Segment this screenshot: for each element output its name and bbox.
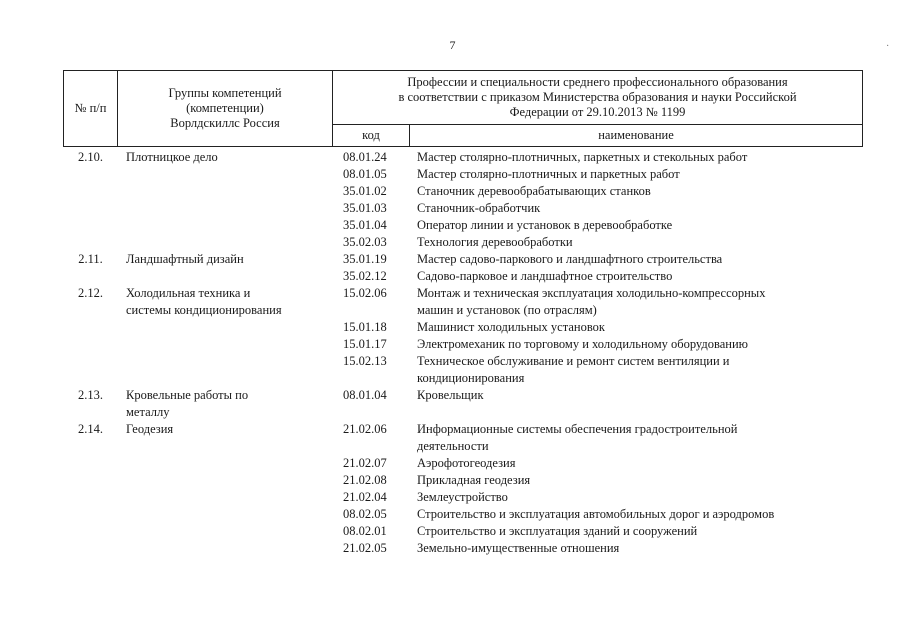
- competence-line: Ландшафтный дизайн: [126, 252, 244, 266]
- profession-row: [334, 421, 863, 455]
- profession-row: [334, 200, 863, 217]
- profession-row: [334, 285, 863, 319]
- profession-name: [412, 421, 863, 455]
- profession-name-line: Мастер садово-паркового и ландшафтного строительства: [417, 252, 723, 266]
- profession-name: [412, 217, 863, 234]
- table-body: [63, 149, 863, 557]
- profession-code: 08.02.05: [343, 507, 387, 521]
- profession-row: [334, 353, 863, 387]
- table-section: [63, 387, 863, 421]
- table-section: [63, 251, 863, 285]
- table-section: [63, 149, 863, 251]
- profession-code: 15.02.13: [343, 354, 387, 368]
- profession-row: [334, 268, 863, 285]
- profession-code: 35.01.02: [343, 184, 387, 198]
- profession-name-line: Садово-парковое и ландшафтное строительство: [417, 269, 673, 283]
- profession-code: 08.02.01: [343, 524, 387, 538]
- profession-name: [412, 540, 863, 557]
- profession-row: [334, 319, 863, 336]
- competence-group: [118, 387, 334, 421]
- profession-name-line: Станочник-обработчик: [417, 201, 541, 215]
- profession-list: [334, 251, 863, 285]
- competence-line: Кровельные работы по: [126, 388, 249, 402]
- table-section: [63, 285, 863, 387]
- profession-row: [334, 540, 863, 557]
- profession-name-line: Технология деревообработки: [417, 235, 573, 249]
- scan-mark: ·: [886, 41, 890, 52]
- competence-group: [118, 251, 334, 268]
- section-number: 2.11.: [78, 252, 103, 266]
- profession-code: 21.02.08: [343, 473, 387, 487]
- header-name-cell: [409, 124, 863, 147]
- profession-row: [334, 472, 863, 489]
- table-section: [63, 421, 863, 557]
- header-name-label: наименование: [598, 128, 674, 142]
- profession-name: [412, 183, 863, 200]
- profession-name-line: Землеустройство: [417, 490, 508, 504]
- profession-code: 35.01.19: [343, 252, 387, 266]
- profession-list: [334, 387, 863, 404]
- profession-name-line: Строительство и эксплуатация зданий и сооружений: [417, 524, 698, 538]
- profession-name-line: Станочник деревообрабатывающих станков: [417, 184, 651, 198]
- profession-name-line: Кровельщик: [417, 388, 484, 402]
- profession-name: [412, 455, 863, 472]
- profession-code: 15.01.18: [343, 320, 387, 334]
- profession-name: [412, 353, 863, 387]
- profession-name-line: Техническое обслуживание и ремонт систем вентиляции и: [417, 354, 730, 368]
- profession-code: 08.01.05: [343, 167, 387, 181]
- competence-line: Геодезия: [126, 422, 174, 436]
- competence-line: Холодильная техника и: [126, 286, 251, 300]
- profession-name: [412, 234, 863, 251]
- competence-line: Плотницкое дело: [126, 150, 218, 164]
- profession-name-line: Прикладная геодезия: [417, 473, 531, 487]
- profession-row: [334, 506, 863, 523]
- profession-code: 35.02.12: [343, 269, 387, 283]
- profession-code: 21.02.07: [343, 456, 387, 470]
- profession-name-line: Мастер столярно-плотничных, паркетных и стекольных работ: [417, 150, 748, 164]
- profession-name: [412, 166, 863, 183]
- profession-name: [412, 149, 863, 166]
- profession-row: [334, 251, 863, 268]
- profession-name-line: кондиционирования: [417, 371, 525, 385]
- header-num-label: № п/п: [74, 101, 107, 115]
- profession-list: [334, 149, 863, 251]
- profession-row: [334, 217, 863, 234]
- profession-row: [334, 387, 863, 404]
- competence-line: металлу: [126, 405, 170, 419]
- profession-name-line: Машинист холодильных установок: [417, 320, 605, 334]
- profession-name: [412, 506, 863, 523]
- header-group-line: Группы компетенций: [168, 86, 282, 100]
- header-num-cell: [63, 70, 118, 147]
- header-professions-cell: [332, 70, 863, 125]
- header-code-cell: [332, 124, 410, 147]
- profession-code: 15.01.17: [343, 337, 387, 351]
- profession-code: 35.02.03: [343, 235, 387, 249]
- profession-name: [412, 336, 863, 353]
- profession-row: [334, 166, 863, 183]
- profession-name: [412, 268, 863, 285]
- profession-row: [334, 523, 863, 540]
- profession-row: [334, 234, 863, 251]
- profession-code: 35.01.04: [343, 218, 387, 232]
- competence-line: системы кондиционирования: [126, 303, 282, 317]
- header-prof-line: Федерации от 29.10.2013 № 1199: [509, 105, 686, 119]
- profession-row: [334, 336, 863, 353]
- profession-name-line: Земельно-имущественные отношения: [417, 541, 620, 555]
- profession-name-line: деятельности: [417, 439, 489, 453]
- profession-code: 08.01.24: [343, 150, 387, 164]
- profession-list: [334, 285, 863, 387]
- section-number: 2.12.: [78, 286, 103, 300]
- profession-name: [412, 523, 863, 540]
- profession-row: [334, 455, 863, 472]
- section-number: 2.13.: [78, 388, 103, 402]
- page-number: 7: [449, 38, 456, 52]
- profession-name: [412, 251, 863, 268]
- competence-group: [118, 285, 334, 319]
- profession-code: 08.01.04: [343, 388, 387, 402]
- profession-name-line: Аэрофотогеодезия: [417, 456, 516, 470]
- header-group-line: (компетенции): [186, 101, 264, 115]
- profession-name: [412, 319, 863, 336]
- competence-group: [118, 421, 334, 438]
- header-prof-line: Профессии и специальности среднего профессионального образования: [407, 75, 788, 89]
- profession-row: [334, 149, 863, 166]
- profession-name-line: Электромеханик по торговому и холодильному оборудованию: [417, 337, 748, 351]
- profession-name: [412, 387, 863, 404]
- profession-row: [334, 183, 863, 200]
- profession-code: 15.02.06: [343, 286, 387, 300]
- competence-group: [118, 149, 334, 166]
- profession-code: 21.02.05: [343, 541, 387, 555]
- profession-list: [334, 421, 863, 557]
- profession-name-line: Строительство и эксплуатация автомобильных дорог и аэродромов: [417, 507, 775, 521]
- profession-code: 21.02.06: [343, 422, 387, 436]
- profession-name: [412, 285, 863, 319]
- profession-code: 21.02.04: [343, 490, 387, 504]
- section-number: 2.10.: [78, 150, 103, 164]
- profession-name-line: машин и установок (по отраслям): [417, 303, 597, 317]
- header-group-cell: [117, 70, 333, 147]
- profession-name: [412, 489, 863, 506]
- section-number: 2.14.: [78, 422, 103, 436]
- header-group-line: Ворлдскиллс Россия: [170, 116, 280, 130]
- profession-name-line: Мастер столярно-плотничных и паркетных работ: [417, 167, 680, 181]
- profession-name-line: Информационные системы обеспечения градостроительной: [417, 422, 738, 436]
- profession-name: [412, 200, 863, 217]
- profession-name-line: Монтаж и техническая эксплуатация холодильно-компрессорных: [417, 286, 766, 300]
- profession-code: 35.01.03: [343, 201, 387, 215]
- header-code-label: код: [362, 128, 380, 142]
- profession-row: [334, 489, 863, 506]
- header-prof-line: в соответствии с приказом Министерства образования и науки Российской: [398, 90, 797, 104]
- profession-name: [412, 472, 863, 489]
- profession-name-line: Оператор линии и установок в деревообработке: [417, 218, 673, 232]
